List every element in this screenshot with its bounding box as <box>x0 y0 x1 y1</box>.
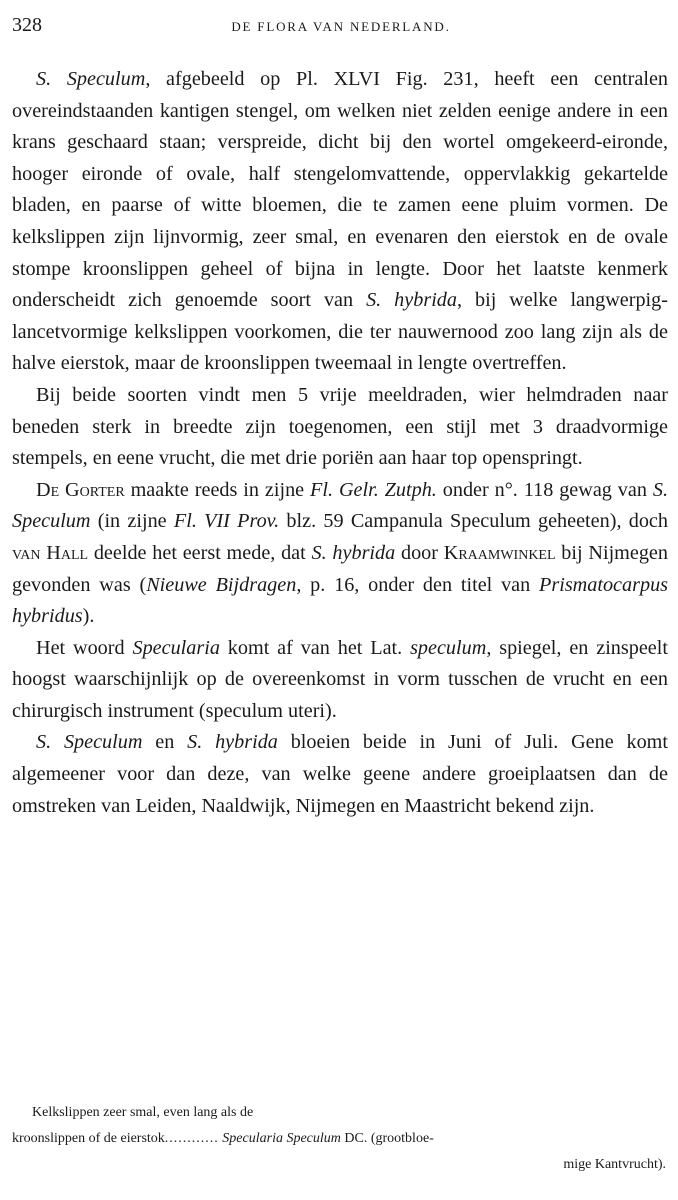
text-run: , afgebeeld op Pl. XLVI Fig. 231, heeft een centralen overeindstaanden kantigen stengel, om welken niet zelden eenige andere in een krans geschaard staan; verspreide, dicht bij den wortel omgekeerd-eironde, hooger eironde of ovale, half stengelomvattende, oppervlakkig gekartelde bladen, en paarse of witte bloemen, die te zamen eene pluim vormen. De kelkslippen zijn lijnvormig, zeer smal, en evenaren den eierstok en de ovale stompe kroonslippen geheel of bijna in lengte. Door het laatste kenmerk onderscheidt zich genoemde soort van <box>12 68 669 312</box>
main-text <box>12 64 668 822</box>
text-run: deelde het eerst mede, dat <box>88 541 312 564</box>
species-name: Prismatocarpus hybridus <box>12 573 669 628</box>
text-run: maakte reeds in zijne <box>124 478 311 501</box>
text-run: Het woord <box>36 636 133 659</box>
author-name: De Gorter <box>36 478 125 501</box>
text-run: kroonslippen of de eierstok <box>12 1131 165 1146</box>
text-run: , bij welke langwerpig-lancetvormige kelkslippen voorkomen, die ter nauwernood zoo lang zijn als de halve eierstok, maar de kroonslippen tweemaal in lengte overtreffen. <box>12 289 668 375</box>
species-name: S. hybrida <box>311 541 396 564</box>
text-run: bloeien beide in Juni of Juli. Gene komt algemeener voor dan deze, van welke geene andere groeiplaatsen dan de omstreken van Leiden, Naaldwijk, Nijmegen en Maastricht bekend zijn. <box>12 731 668 817</box>
key-line-3: mige Kantvrucht). <box>563 1157 666 1172</box>
text-run: DC. (grootbloe- <box>340 1131 434 1146</box>
latin-word: speculum <box>410 636 487 659</box>
paragraph-flowering <box>12 727 668 822</box>
text-run: onder n°. 118 gewag van <box>436 478 653 501</box>
species-name: S. hybrida <box>366 289 457 312</box>
leader-dots: ............ <box>164 1131 219 1146</box>
paragraph-stamens <box>12 380 668 475</box>
paragraph-history <box>12 475 668 633</box>
key-line-1: Kelkslippen zeer smal, even lang als de <box>32 1105 254 1120</box>
text-run: Bij beide soorten vindt men 5 vrije meeldraden, wier helmdraden naar beneden sterk in breedte zijn toegenomen, een stijl met 3 draadvormige stempels, en eene vrucht, die met drie poriën aan haar top openspringt. <box>12 383 668 470</box>
work-title: Fl. Gelr. Zutph. <box>310 478 437 501</box>
text-run: en <box>142 731 188 754</box>
species-name: S. Speculum <box>12 478 668 533</box>
text-run: , p. 16, onder den titel van <box>296 573 540 596</box>
work-title: Nieuwe Bijdragen <box>146 573 297 596</box>
identification-key <box>12 1100 666 1178</box>
work-title: Fl. VII Prov. <box>173 510 280 533</box>
text-run: (in zijne <box>90 510 174 533</box>
text-run: bij Nijmegen gevonden was ( <box>12 541 668 596</box>
running-title: DE FLORA VAN NEDERLAND. <box>231 19 451 34</box>
genus-name: Specularia <box>132 636 220 659</box>
text-run: blz. 59 Campanula Speculum geheeten), doch <box>279 510 668 533</box>
author-name: Kraamwinkel <box>443 541 556 564</box>
page-number: 328 <box>12 14 42 36</box>
paragraph-speculum-description <box>12 64 668 380</box>
paragraph-etymology <box>12 633 668 728</box>
text-run: komt af van het Lat. <box>219 636 411 659</box>
author-name: van Hall <box>12 541 89 564</box>
species-name: S. hybrida <box>187 731 278 754</box>
text-run: door <box>395 541 444 564</box>
species-name: S. Speculum <box>36 731 143 754</box>
species-name: Specularia Speculum <box>222 1131 341 1146</box>
text-run: ). <box>82 605 95 628</box>
key-line-2 <box>12 1126 666 1152</box>
text-run: , spiegel, en zinspeelt hoogst waarschijnlijk op de overeenkomst in vorm tusschen de vrucht en een chirurgisch instrument (speculum uteri). <box>12 636 668 722</box>
page-header <box>12 14 670 44</box>
species-name: S. Speculum <box>36 68 146 90</box>
